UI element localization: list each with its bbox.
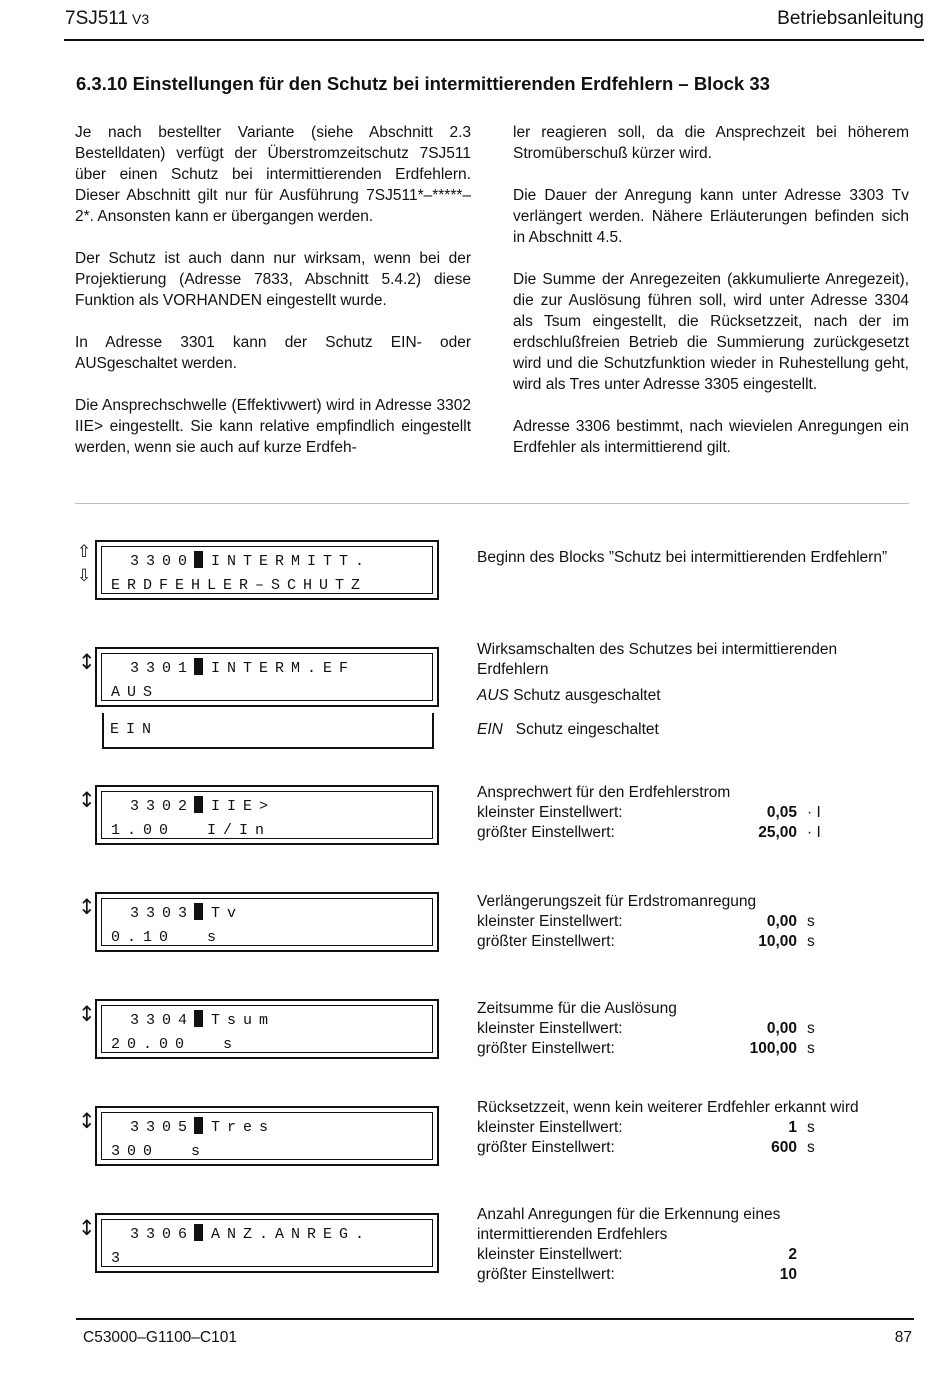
display-3302: 3302 IIE> 1.00 I/In <box>95 785 439 845</box>
page-arrows-icon: ⇧ ⇩ <box>77 542 92 586</box>
section-title: 6.3.10 Einstellungen für den Schutz bei intermittierenden Erdfehlern – Block 33 <box>76 73 770 94</box>
cursor-icon <box>194 903 203 920</box>
desc-3301: Wirksamschalten des Schutzes bei intermittierenden Erdfehlern AUS Schutz ausgeschaltet EIN Schutz eingeschaltet <box>477 641 838 738</box>
up-down-arrow-icon: ↕ <box>78 650 96 674</box>
cursor-icon <box>194 658 203 675</box>
desc-3306: Anzahl Anregungen für die Erkennung eines intermittierenden Erdfehlers kleinster Einstellwert: 2 größter Einstellwert: 10 <box>477 1206 797 1283</box>
header-title: Betriebsanleitung <box>777 8 924 29</box>
paragraph: Adresse 3306 bestimmt, nach wievielen Anregungen ein Erdfehler als intermittierend gilt. <box>513 418 909 456</box>
text-column-right <box>513 122 909 479</box>
up-down-arrow-icon: ↕ <box>78 1109 96 1133</box>
paragraph: Die Dauer der Anregung kann unter Adresse 3303 Tv verlängert werden. Nähere Erläuterungen befinden sich in Abschnitt 4.5. <box>513 187 909 246</box>
header-model: 7SJ511 V3 <box>65 8 150 29</box>
desc-3300: Beginn des Blocks ”Schutz bei intermittierenden Erdfehlern” <box>477 549 888 566</box>
option-box: EIN <box>102 713 434 749</box>
cursor-icon <box>194 1117 203 1134</box>
up-down-arrow-icon: ↕ <box>78 1002 96 1026</box>
paragraph: Die Summe der Anregezeiten (akkumulierte Anregezeit), die zur Auslösung führen soll, wird unter Adresse 3304 als Tsum eingestellt, die Rücksetzzeit, nach der im erdschlußfreien Betrieb die Summierung zurückgesetzt wird und die Schutzfunktion wieder in Ruhestellung geht, wird als Tres unter Adresse 3305 eingestellt. <box>513 271 909 393</box>
cursor-icon <box>194 796 203 813</box>
display-3304: 3304 Tsum 20.00 s <box>95 999 439 1059</box>
up-down-arrow-icon: ↕ <box>78 788 96 812</box>
display-3301: 3301 INTERM.EF AUS <box>95 647 439 707</box>
cursor-icon <box>194 1010 203 1027</box>
up-down-arrow-icon: ↕ <box>78 1216 96 1240</box>
footer-doc-number: C53000–G1100–C101 <box>83 1329 237 1346</box>
desc-3305: Rücksetzzeit, wenn kein weiterer Erdfehler erkannt wird kleinster Einstellwert: 1 s größter Einstellwert: 600 s <box>477 1099 859 1156</box>
page-number: 87 <box>894 1329 912 1346</box>
separator <box>75 503 909 504</box>
paragraph: Die Ansprechschwelle (Effektivwert) wird in Adresse 3302 IIE> eingestellt. Sie kann relative empfindlich eingestellt werden, wenn sie auch auf kurze Erdfeh- <box>75 397 471 456</box>
cursor-icon <box>194 551 203 568</box>
paragraph: Je nach bestellter Variante (siehe Abschnitt 2.3 Bestelldaten) verfügt der Überstromzeitschutz 7SJ511 über einen Schutz bei intermittierenden Erdfehlern. Dieser Abschnitt gilt nur für Ausführung 7SJ511*–*****–2*. Ansonsten kann er übergangen werden. <box>75 124 471 225</box>
display-3305: 3305 Tres 300 s <box>95 1106 439 1166</box>
desc-3303: Verlängerungszeit für Erdstromanregung kleinster Einstellwert: 0,00 s größter Einstellwert: 10,00 s <box>477 893 815 950</box>
cursor-icon <box>194 1224 203 1241</box>
paragraph: Der Schutz ist auch dann nur wirksam, wenn bei der Projektierung (Adresse 7833, Abschnitt 5.4.2) diese Funktion als VORHANDEN eingestellt wurde. <box>75 250 471 309</box>
text-column-left <box>75 122 471 479</box>
up-down-arrow-icon: ↕ <box>78 895 96 919</box>
desc-3302: Ansprechwert für den Erdfehlerstrom kleinster Einstellwert: 0,05 · I größter Einstellwert: 25,00 · I <box>477 784 821 841</box>
display-3306: 3306 ANZ.ANREG. 3 <box>95 1213 439 1273</box>
footer-rule <box>76 1318 914 1320</box>
display-3303: 3303 Tv 0.10 s <box>95 892 439 952</box>
paragraph: ler reagieren soll, da die Ansprechzeit bei höherem Stromüberschuß kürzer wird. <box>513 124 909 162</box>
header-rule <box>64 39 924 41</box>
desc-3304: Zeitsumme für die Auslösung kleinster Einstellwert: 0,00 s größter Einstellwert: 100,00 s <box>477 1000 815 1057</box>
paragraph: In Adresse 3301 kann der Schutz EIN- oder AUSgeschaltet werden. <box>75 334 471 372</box>
display-3300: 3300 INTERMITT. ERDFEHLER–SCHUTZ <box>95 540 439 600</box>
